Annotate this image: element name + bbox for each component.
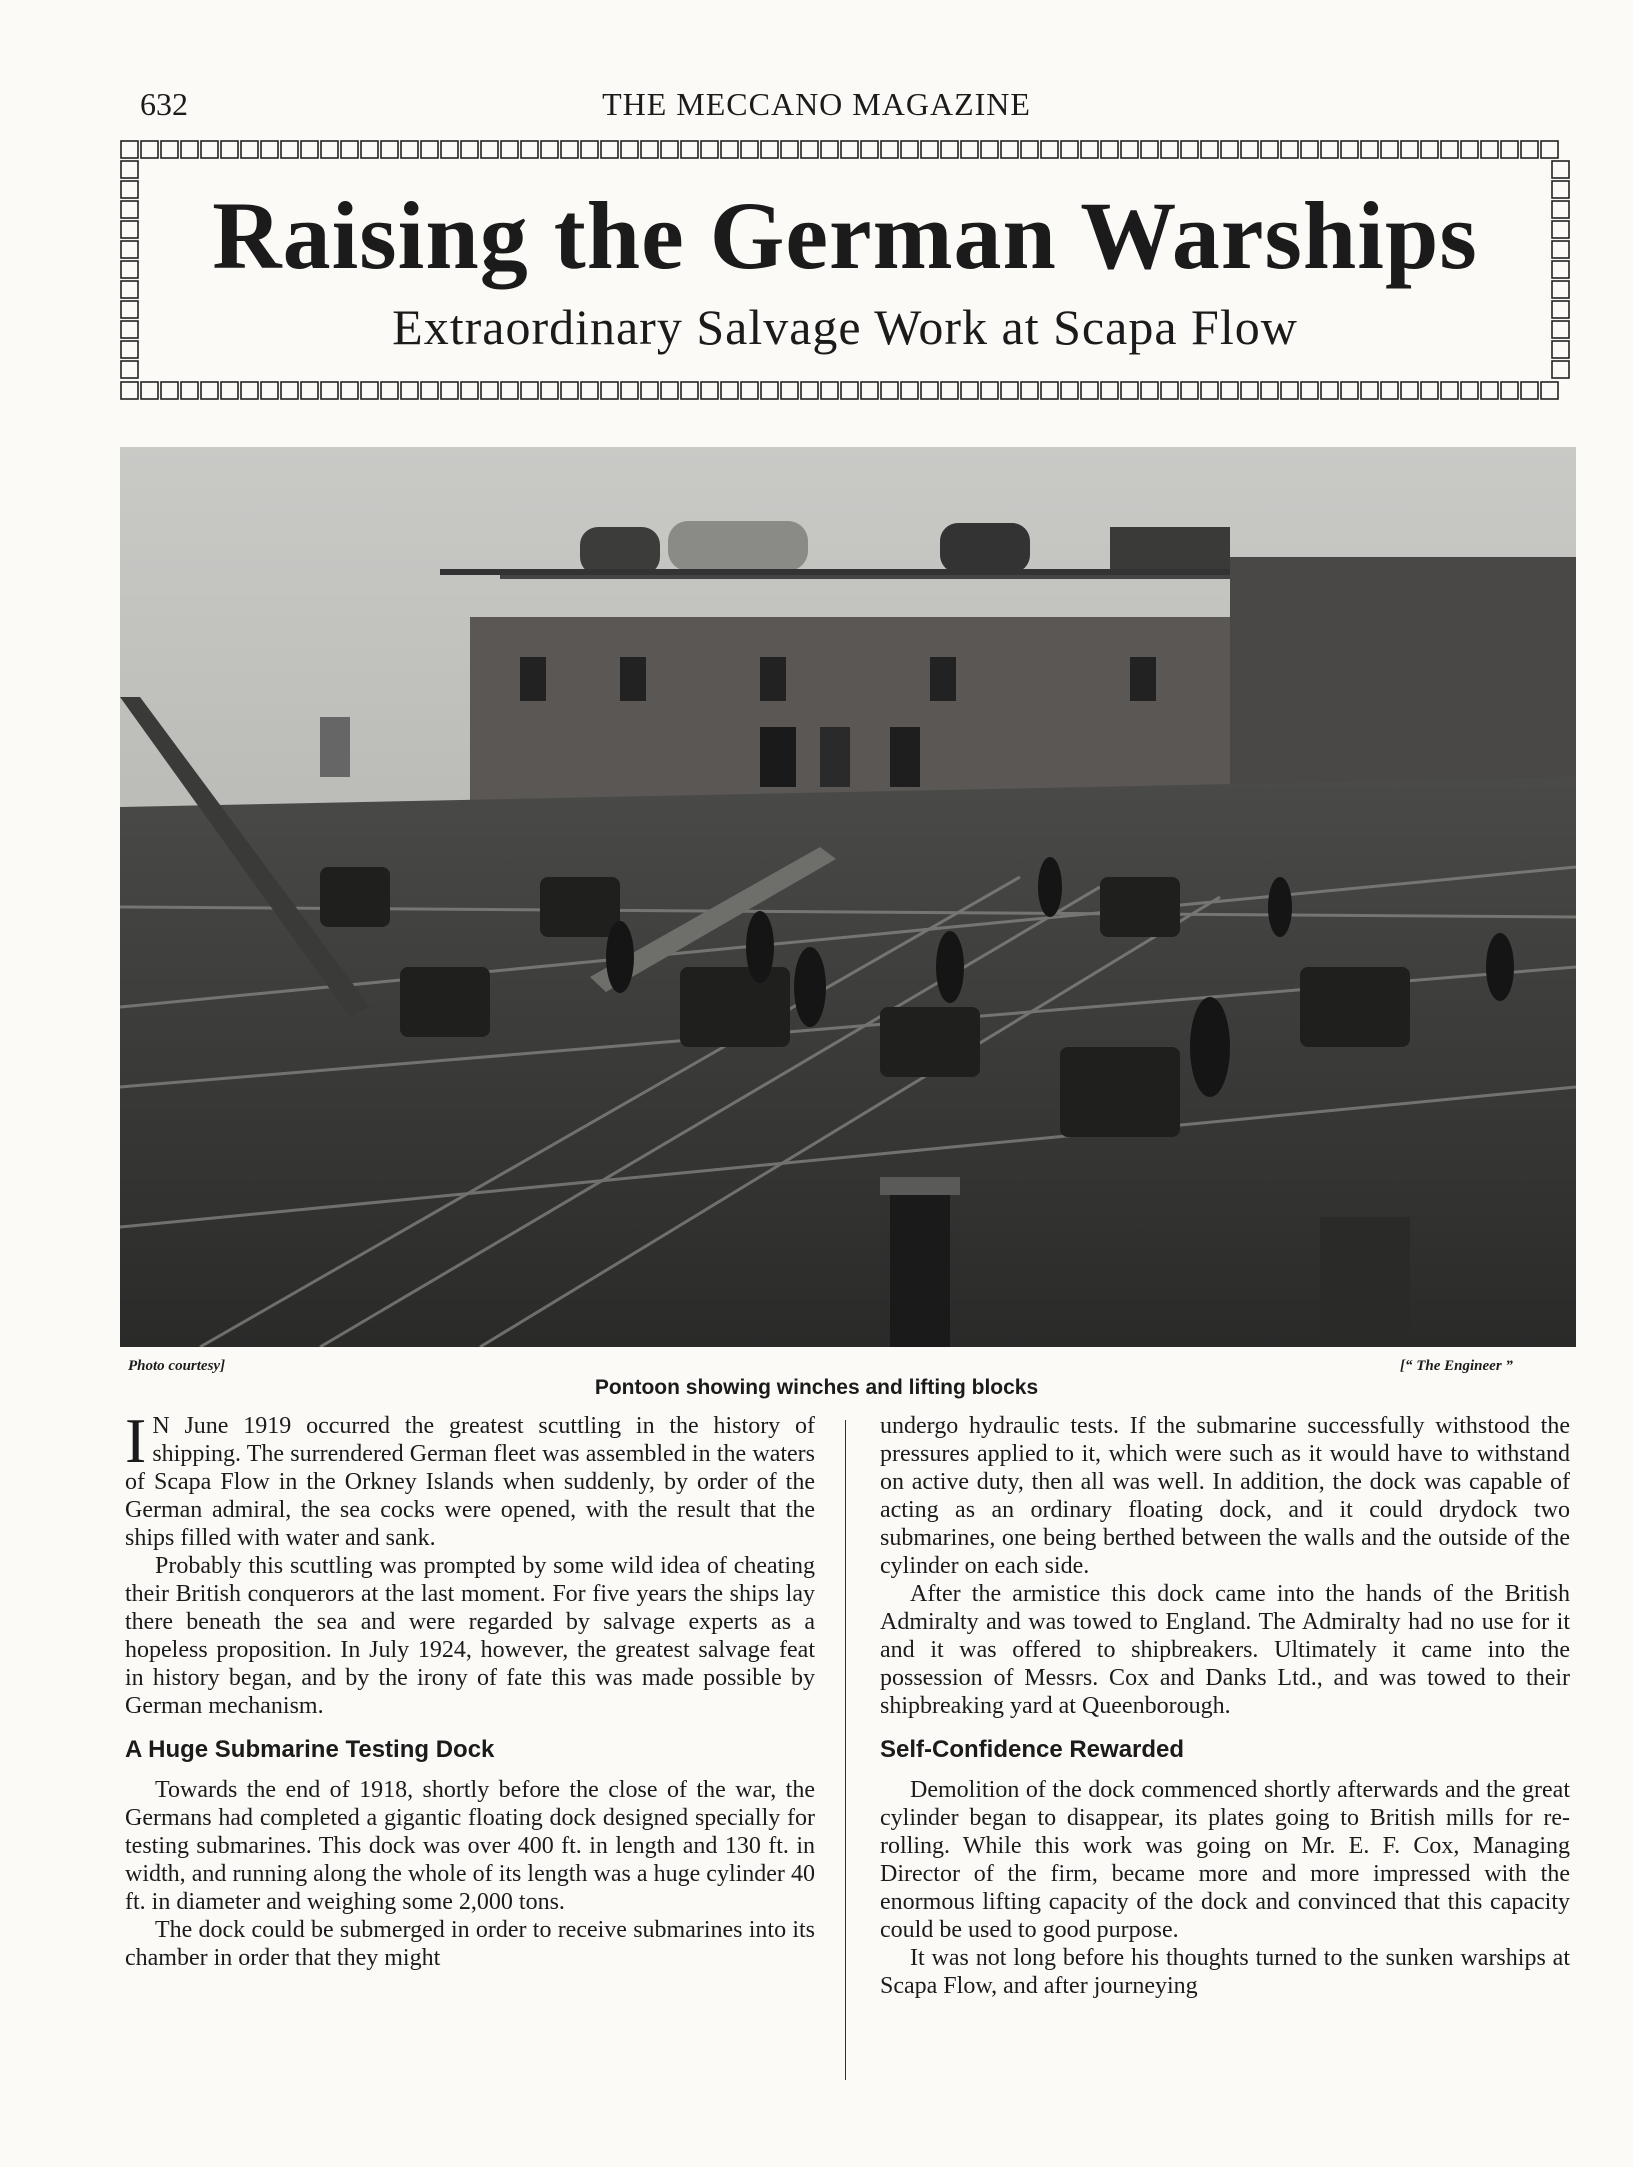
pontoon-photo-illustration (120, 447, 1576, 1347)
paragraph-5: undergo hydraulic tests. If the submarine successfully withstood the pressures applied to it, which were such as it would have to withstand on active duty, then all was well. In addition, the dock was capable of acting as an ordinary floating dock, and it could drydock two submarines, one being berthed between the walls and the outside of the cylinder on each side. (880, 1413, 1570, 1579)
left-column (125, 1405, 815, 1972)
paragraph-6: After the armistice this dock came into the hands of the British Admiralty and was towed to England. The Admiralty had no use for it and it was offered to shipbreakers. Ultimately it came into the possession of Messrs. Cox and Danks Ltd., and was towed to their shipbreaking yard at Queenborough. (880, 1581, 1570, 1719)
right-column (880, 1412, 1570, 2000)
paragraph-1 (125, 1405, 815, 1552)
column-divider (845, 1420, 846, 2080)
paragraph-8: It was not long before his thoughts turned to the sunken warships at Scapa Flow, and after journeying (880, 1945, 1570, 1999)
section-heading-1: A Huge Submarine Testing Dock (125, 1736, 495, 1763)
article-subtitle: Extraordinary Salvage Work at Scapa Flow (392, 299, 1298, 355)
drop-cap: I (125, 1405, 147, 1476)
running-head: THE MECCANO MAGAZINE (602, 86, 1031, 122)
photo-credit-right: [“ The Engineer ” (1400, 1358, 1513, 1374)
section-heading-2: Self-Confidence Rewarded (880, 1736, 1185, 1763)
page-number: 632 (140, 86, 188, 122)
paragraph-4: The dock could be submerged in order to receive submarines into its chamber in order that they might (125, 1917, 815, 1971)
paragraph-2: Probably this scuttling was prompted by some wild idea of cheating their British conquerors at the last moment. For five years the ships lay there beneath the sea and were regarded by salvage experts as a hopeless proposition. In July 1924, however, the greatest salvage feat in history began, and by the irony of fate this was made possible by German mechanism. (125, 1553, 815, 1719)
pontoon-photo (120, 447, 1576, 1347)
photo-caption: Pontoon showing winches and lifting blocks (594, 1376, 1039, 1399)
paragraph-3: Towards the end of 1918, shortly before the close of the war, the Germans had completed a gigantic floating dock designed specially for testing submarines. This dock was over 400 ft. in length and 130 ft. in width, and running along the whole of its length was a huge cylinder 40 ft. in diameter and weighing some 2,000 tons. (125, 1777, 815, 1915)
photo-credit-left: Photo courtesy] (128, 1358, 226, 1374)
paragraph-1-text: N June 1919 occurred the greatest scuttling in the history of shipping. The surrendered German fleet was assembled in the waters of Scapa Flow in the Orkney Islands when suddenly, by order of the German admiral, the sea cocks were opened, with the result that the ships filled with water and sank. (125, 1413, 815, 1551)
article-title: Raising the German Warships (212, 182, 1478, 289)
paragraph-7: Demolition of the dock commenced shortly afterwards and the great cylinder began to disappear, its plates going to British mills for re-rolling. While this work was going on Mr. E. F. Cox, Managing Director of the firm, became more and more impressed with the enormous lifting capacity of the dock and convinced that this capacity could be used to good purpose. (880, 1777, 1570, 1943)
